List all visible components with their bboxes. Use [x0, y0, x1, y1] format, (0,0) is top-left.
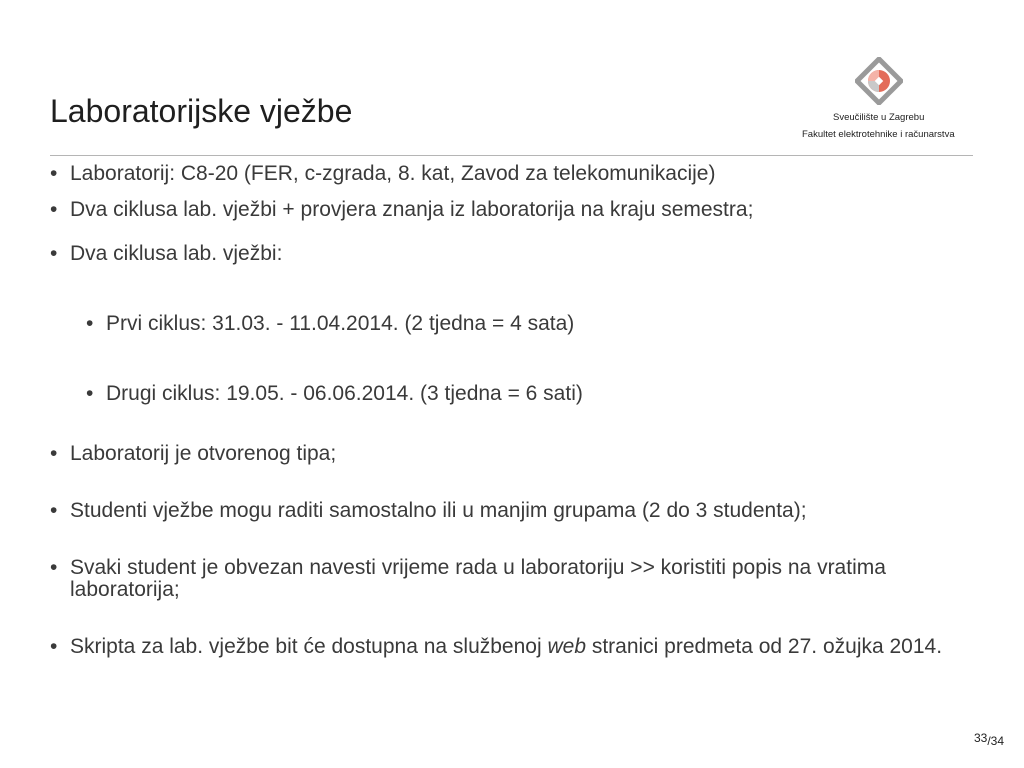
faculty-name: Fakultet elektrotehnike i računarstva: [802, 129, 955, 140]
web-emphasis: web: [547, 635, 586, 658]
bullet-item: [50, 163, 980, 185]
bullet-text: Dva ciklusa lab. vježbi:: [70, 242, 283, 265]
bullet-text: Dva ciklusa lab. vježbi + provjera znanja iz laboratorija na kraju semestra;: [70, 198, 754, 221]
bullet-text-after: stranici predmeta od 27. ožujka 2014.: [586, 635, 943, 658]
bullet-item: [50, 243, 980, 265]
bullet-item: [50, 557, 980, 601]
university-name: Sveučilište u Zagrebu: [833, 112, 925, 123]
sub-bullet-text: Prvi ciklus: 31.03. - 11.04.2014. (2 tjedna = 4 sata): [106, 312, 575, 335]
page-current: 33: [973, 731, 988, 745]
bullet-text: Laboratorij je otvorenog tipa;: [70, 442, 337, 465]
bullet-item: [50, 443, 980, 465]
university-logo-icon: [855, 57, 903, 105]
bullet-text-before: Skripta za lab. vježbe bit će dostupna na službenoj: [70, 635, 548, 658]
bullet-list: [50, 163, 980, 658]
bullet-item: [50, 199, 980, 221]
bullet-item: [50, 636, 980, 658]
bullet-item: [50, 500, 980, 522]
sub-bullet-item: [50, 383, 980, 405]
slide-content: [50, 163, 980, 658]
page-number: [974, 731, 1004, 748]
slide-title: Laboratorijske vježbe: [50, 93, 353, 129]
sub-bullet-item: [50, 313, 980, 335]
bullet-text: Laboratorij: C8-20 (FER, c-zgrada, 8. kat, Zavod za telekomunikacije): [70, 162, 716, 185]
page-total: /34: [987, 734, 1004, 748]
title-divider: [50, 155, 973, 156]
sub-bullet-text: Drugi ciklus: 19.05. - 06.06.2014. (3 tjedna = 6 sati): [106, 382, 583, 405]
bullet-text: Studenti vježbe mogu raditi samostalno ili u manjim grupama (2 do 3 studenta);: [70, 499, 807, 522]
bullet-text: Svaki student je obvezan navesti vrijeme rada u laboratoriju >> koristiti popis na vratima laboratorija;: [70, 556, 886, 601]
